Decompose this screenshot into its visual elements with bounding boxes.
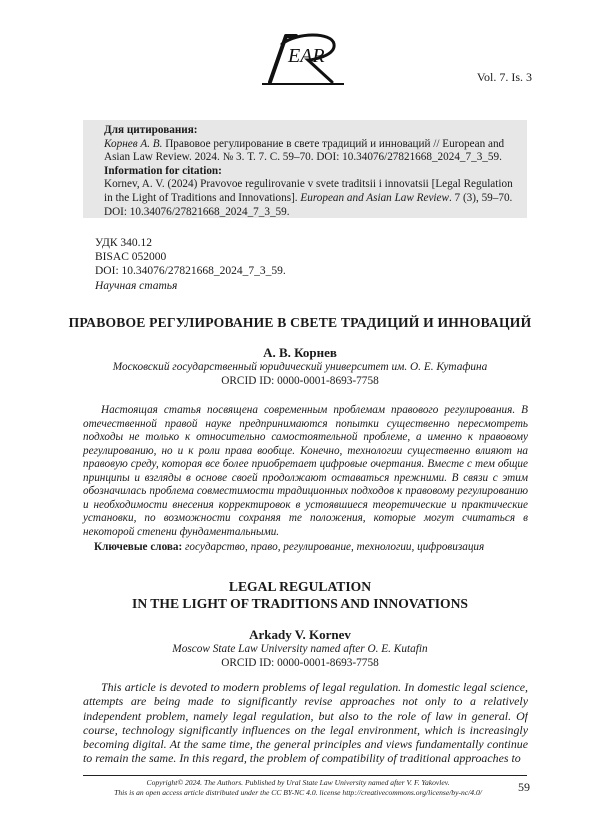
citation-box: [83, 120, 527, 218]
citation-en: Kornev, A. V. (2024) Pravovoe regulirovanie v svete traditsii i innovatsii [Legal Regulation in the Light of Traditions and Innovations]. European and Asian Law Review. 7 (3), 59–70. DOI: 10.34076/27821668_2024_7_3_59.: [104, 178, 517, 219]
udk: УДК 340.12: [95, 236, 286, 250]
title-en: [0, 578, 600, 612]
author-name-en: Arkady V. Kornev: [0, 627, 600, 643]
title-en-line1: LEGAL REGULATION: [0, 578, 600, 595]
article-type: Научная статья: [95, 279, 286, 293]
keywords-label: Ключевые слова:: [94, 541, 182, 553]
volume-issue: Vol. 7. Is. 3: [477, 70, 532, 85]
affiliation-ru: Московский государственный юридический университет им. О. Е. Кутафина: [0, 361, 600, 375]
copyright-line: Copyright© 2024. The Authors. Published by Ural State Law University named after V. F. Yakovlev.: [83, 778, 513, 788]
license-line: This is an open access article distributed under the CC BY-NC 4.0. license http://creativecommons.org/license/by-nc/4.0/: [83, 788, 513, 798]
page-number: 59: [518, 780, 530, 795]
citation-ru-text: Правовое регулирование в свете традиций и инноваций // European and Asian Law Review. 2024. № 3. Т. 7. С. 59–70. DOI: 10.34076/27821668_2024_7_3_59.: [104, 138, 504, 164]
bisac: BISAC 052000: [95, 250, 286, 264]
keywords: [94, 541, 484, 553]
affiliation-en: Moscow State Law University named after O. E. Kutafin: [0, 643, 600, 657]
footer-divider: [83, 775, 527, 776]
abstract-en: This article is devoted to modern problems of legal regulation. In domestic legal science, attempts are being made to significantly revise approaches not only to a relatively independent problem, namely legal regulation, but also to the role of law in general. Of course, technology significantly influences on the legal environment, which is increasingly becoming digital. At the same time, the general principles and views fundamentally continue to remain the same. In this regard, the problem of compatibility of traditional approaches to: [83, 680, 528, 766]
keywords-list: государство, право, регулирование, технологии, цифровизация: [182, 541, 484, 553]
citation-ru-author: Корнев А. В.: [104, 138, 162, 150]
abstract-ru: Настоящая статья посвящена современным проблемам правового регулирования. В отечественной правой науке предпринимаются попытки существенно пересмотреть подходы не только к относительно самостоятельной проблеме, а именно к правовому регулированию, но и к роли права вообще. Конечно, технологии существенно влияют на правовую среду, которая все более приобретает цифровые очертания. Вместе с тем общие принципы и взгляды в основе своей продолжают оставаться прежними. В связи с этим обозначилась проблема совместимости традиционных подходов к правовому регулированию и необходимости внесения корректировок в устоявшиеся теоретические и практические установки, по возможности сохраняя те положения, которые могут считаться в некоторой степени фундаментальными.: [83, 404, 528, 539]
author-name-ru: А. В. Корнев: [0, 345, 600, 361]
citation-en-journal: European and Asian Law Review: [300, 192, 449, 204]
orcid-en: ORCID ID: 0000-0001-8693-7758: [0, 657, 600, 671]
journal-logo: [252, 30, 352, 88]
title-en-line2: IN THE LIGHT OF TRADITIONS AND INNOVATIONS: [0, 595, 600, 612]
author-block-ru: [0, 345, 600, 388]
citation-en-heading: Information for citation:: [104, 165, 517, 179]
article-metadata: [95, 236, 286, 293]
copyright-footer: [83, 778, 513, 798]
citation-ru-heading: Для цитирования:: [104, 124, 517, 138]
citation-ru: [104, 138, 517, 165]
doi: DOI: 10.34076/27821668_2024_7_3_59.: [95, 264, 286, 278]
orcid-ru: ORCID ID: 0000-0001-8693-7758: [0, 375, 600, 389]
logo-lettering: EAR: [287, 45, 325, 67]
title-ru: ПРАВОВОЕ РЕГУЛИРОВАНИЕ В СВЕТЕ ТРАДИЦИЙ И ИННОВАЦИЙ: [0, 315, 600, 331]
author-block-en: [0, 627, 600, 670]
